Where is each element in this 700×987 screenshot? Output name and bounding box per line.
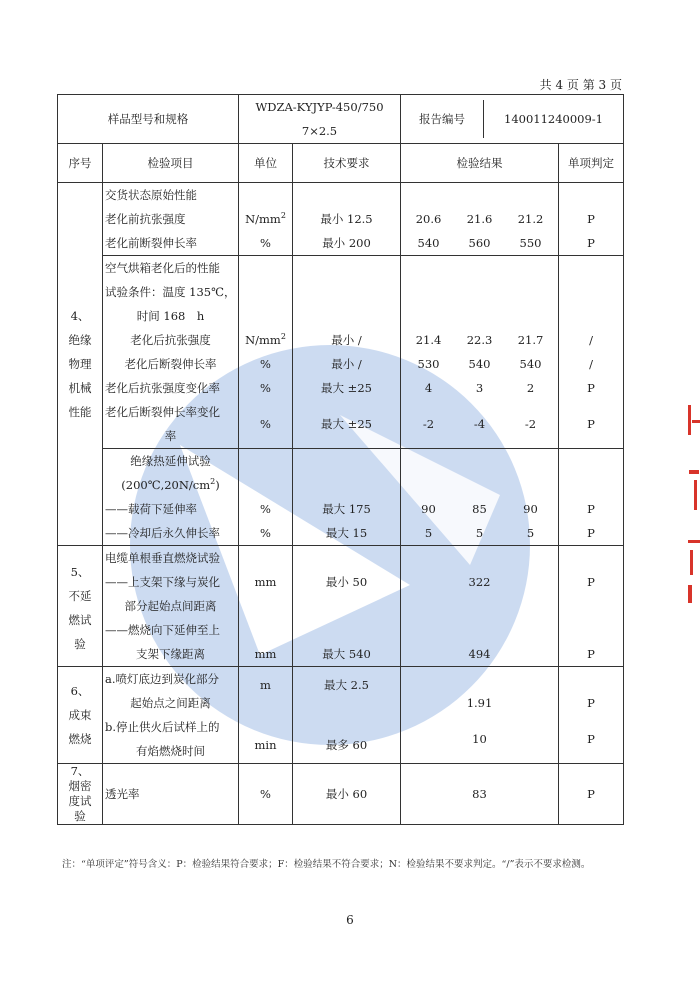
units: mm mm: [239, 546, 293, 667]
results: 20.6 21.6 21.2 540 560 550: [401, 183, 559, 256]
results: 90 85 90 5 5 5: [401, 449, 559, 546]
units: $N/mm^2$ %: [239, 183, 293, 256]
model-value: WDZA-KYJYP-450/750 7×2.5: [239, 95, 401, 144]
requirements: 最小 12.5 最小 200: [293, 183, 401, 256]
section-4-label: 4、 绝缘 物理 机械 性能: [58, 183, 103, 546]
table-row: [58, 667, 624, 764]
page-info: 共 4 页 第 3 页: [539, 78, 622, 92]
model-row: [58, 95, 624, 144]
test-items: 绝缘热延伸试验 $(200℃,20N/cm^2)$ ——载荷下延伸率 ——冷却后永久伸长率: [103, 449, 239, 546]
table-row: [58, 449, 624, 546]
table-row: [58, 546, 624, 667]
results: 322 494: [401, 546, 559, 667]
table-row: [58, 256, 624, 449]
requirements: 最小 / 最小 / 最大 ±25 最大 ±25: [293, 256, 401, 449]
table-row: [58, 183, 624, 256]
judgements: P P: [559, 449, 624, 546]
section-7-label: 7、 烟密 度试 验: [58, 764, 103, 825]
requirements: 最大 2.5 最多 60: [293, 667, 401, 764]
footnote: 注：“单项评定”符号含义：P：检验结果符合要求；F：检验结果不符合要求；N：检验结果不要求判定。“/”表示不要求检测。: [62, 859, 591, 870]
report-value: 140011240009-1: [504, 112, 604, 126]
units: $N/mm^2$ % % %: [239, 256, 293, 449]
units: m min: [239, 667, 293, 764]
col-header-judgement: 单项判定: [559, 144, 624, 183]
results: 1.91 10: [401, 667, 559, 764]
model-label: 样品型号和规格: [58, 95, 239, 144]
col-header-index: 序号: [58, 144, 103, 183]
test-items: 空气烘箱老化后的性能 试验条件：温度 135℃， 时间 168 h 老化后抗张强度 老化后断裂伸长率 老化后抗张强度变化率 老化后断裂伸长率变化 率: [103, 256, 239, 449]
units: % %: [239, 449, 293, 546]
section-5-label: 5、 不延 燃试 验: [58, 546, 103, 667]
col-header-unit: 单位: [239, 144, 293, 183]
test-items: a.喷灯底边到炭化部分 起始点之间距离 b.停止供火后试样上的 有焰燃烧时间: [103, 667, 239, 764]
requirement: 最小 60: [293, 764, 401, 825]
results: 21.4 22.3 21.7 530 540 540 4 3 2 -2 -4 -2: [401, 256, 559, 449]
section-6-label: 6、 成束 燃烧: [58, 667, 103, 764]
seal-stamp-edge: [686, 400, 700, 610]
result: 83: [401, 764, 559, 825]
requirements: 最大 175 最大 15: [293, 449, 401, 546]
report-label: 报告编号: [401, 100, 484, 138]
judgements: P P: [559, 667, 624, 764]
col-header-item: 检验项目: [103, 144, 239, 183]
test-items: 电缆单根垂直燃烧试验 ——上支架下缘与炭化 部分起始点间距离 ——燃烧向下延伸至上 支架下缘距离: [103, 546, 239, 667]
column-header-row: [58, 144, 624, 183]
col-header-result: 检验结果: [401, 144, 559, 183]
judgement: P: [559, 764, 624, 825]
requirements: 最小 50 最大 540: [293, 546, 401, 667]
test-report-table: [57, 94, 624, 825]
col-header-requirement: 技术要求: [293, 144, 401, 183]
judgements: P P: [559, 183, 624, 256]
test-items: 交货状态原始性能 老化前抗张强度 老化前断裂伸长率: [103, 183, 239, 256]
test-item: 透光率: [103, 764, 239, 825]
page-number: 6: [346, 913, 354, 927]
unit: %: [239, 764, 293, 825]
judgements: P P: [559, 546, 624, 667]
judgements: / / P P: [559, 256, 624, 449]
table-row: [58, 764, 624, 825]
